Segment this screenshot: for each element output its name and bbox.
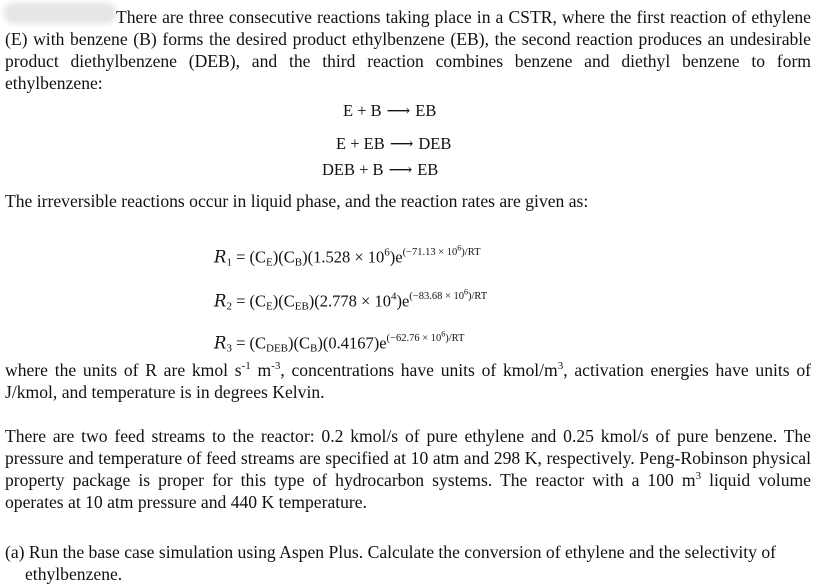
reaction-2-lhs: E + EB (336, 134, 385, 153)
rate-equation-1: $R_1 = (C_E)(C_B)(1.528 \times 10^6)e^{(-71.13 \times 10^6)/RT}$ (214, 243, 481, 269)
units-paragraph: where the units of R are kmol $s^{-1}$ $m^{-3}$, concentrations have units of kmol/$m^3$, activation energies have units of J/kmol, and temperature is in degrees Kelvin. (5, 360, 811, 402)
intro-paragraph: There are three consecutive reactions taking place in a CSTR, where the first reaction of ethylene (E) with benzene (B) forms the desired product ethylbenzene (EB), the second reaction produces an undesirable product diethylbenzene (DEB), and the third reaction combines benzene and diethyl benzene to form ethylbenzene: (5, 7, 811, 93)
rate-equation-3: $R_3 = (C_{DEB})(C_B)(0.4167)e^{(-62.76 \times 10^6)/RT}$ (214, 329, 465, 355)
reaction-2 (336, 134, 451, 154)
reaction-1-lhs: E + B (343, 101, 382, 120)
question-a: (a) Run the base case simulation using Aspen Plus. Calculate the conversion of ethylene and the selectivity of ethylbenzene. (5, 542, 776, 584)
reaction-1-arrow: ⟶ (386, 101, 411, 120)
reaction-1 (343, 101, 436, 121)
rates-intro: The irreversible reactions occur in liquid phase, and the reaction rates are given as: (5, 191, 589, 211)
reaction-3 (322, 160, 438, 180)
reaction-3-lhs: DEB + B (322, 160, 384, 179)
reaction-2-rhs: DEB (418, 134, 452, 153)
reaction-1-rhs: EB (415, 101, 437, 120)
feed-paragraph: There are two feed streams to the reactor: 0.2 kmol/s of pure ethylene and 0.25 kmol/s of pure benzene. The pressure and temperature of feed streams are specified at 10 atm and 298 K, respectively. Peng-Robinson physical property package is proper for this type of hydrocarbon systems. The reactor with a 100 $m^3$ liquid volume operates at 10 atm pressure and 440 K temperature. (5, 426, 811, 512)
rate-equation-2: $R_2 = (C_E)(C_{EB})(2.778 \times 10^4)e^{(-83.68 \times 10^6)/RT}$ (214, 287, 488, 313)
reaction-3-rhs: EB (417, 160, 439, 179)
reaction-3-arrow: ⟶ (388, 160, 413, 179)
reaction-2-arrow: ⟶ (389, 134, 414, 153)
